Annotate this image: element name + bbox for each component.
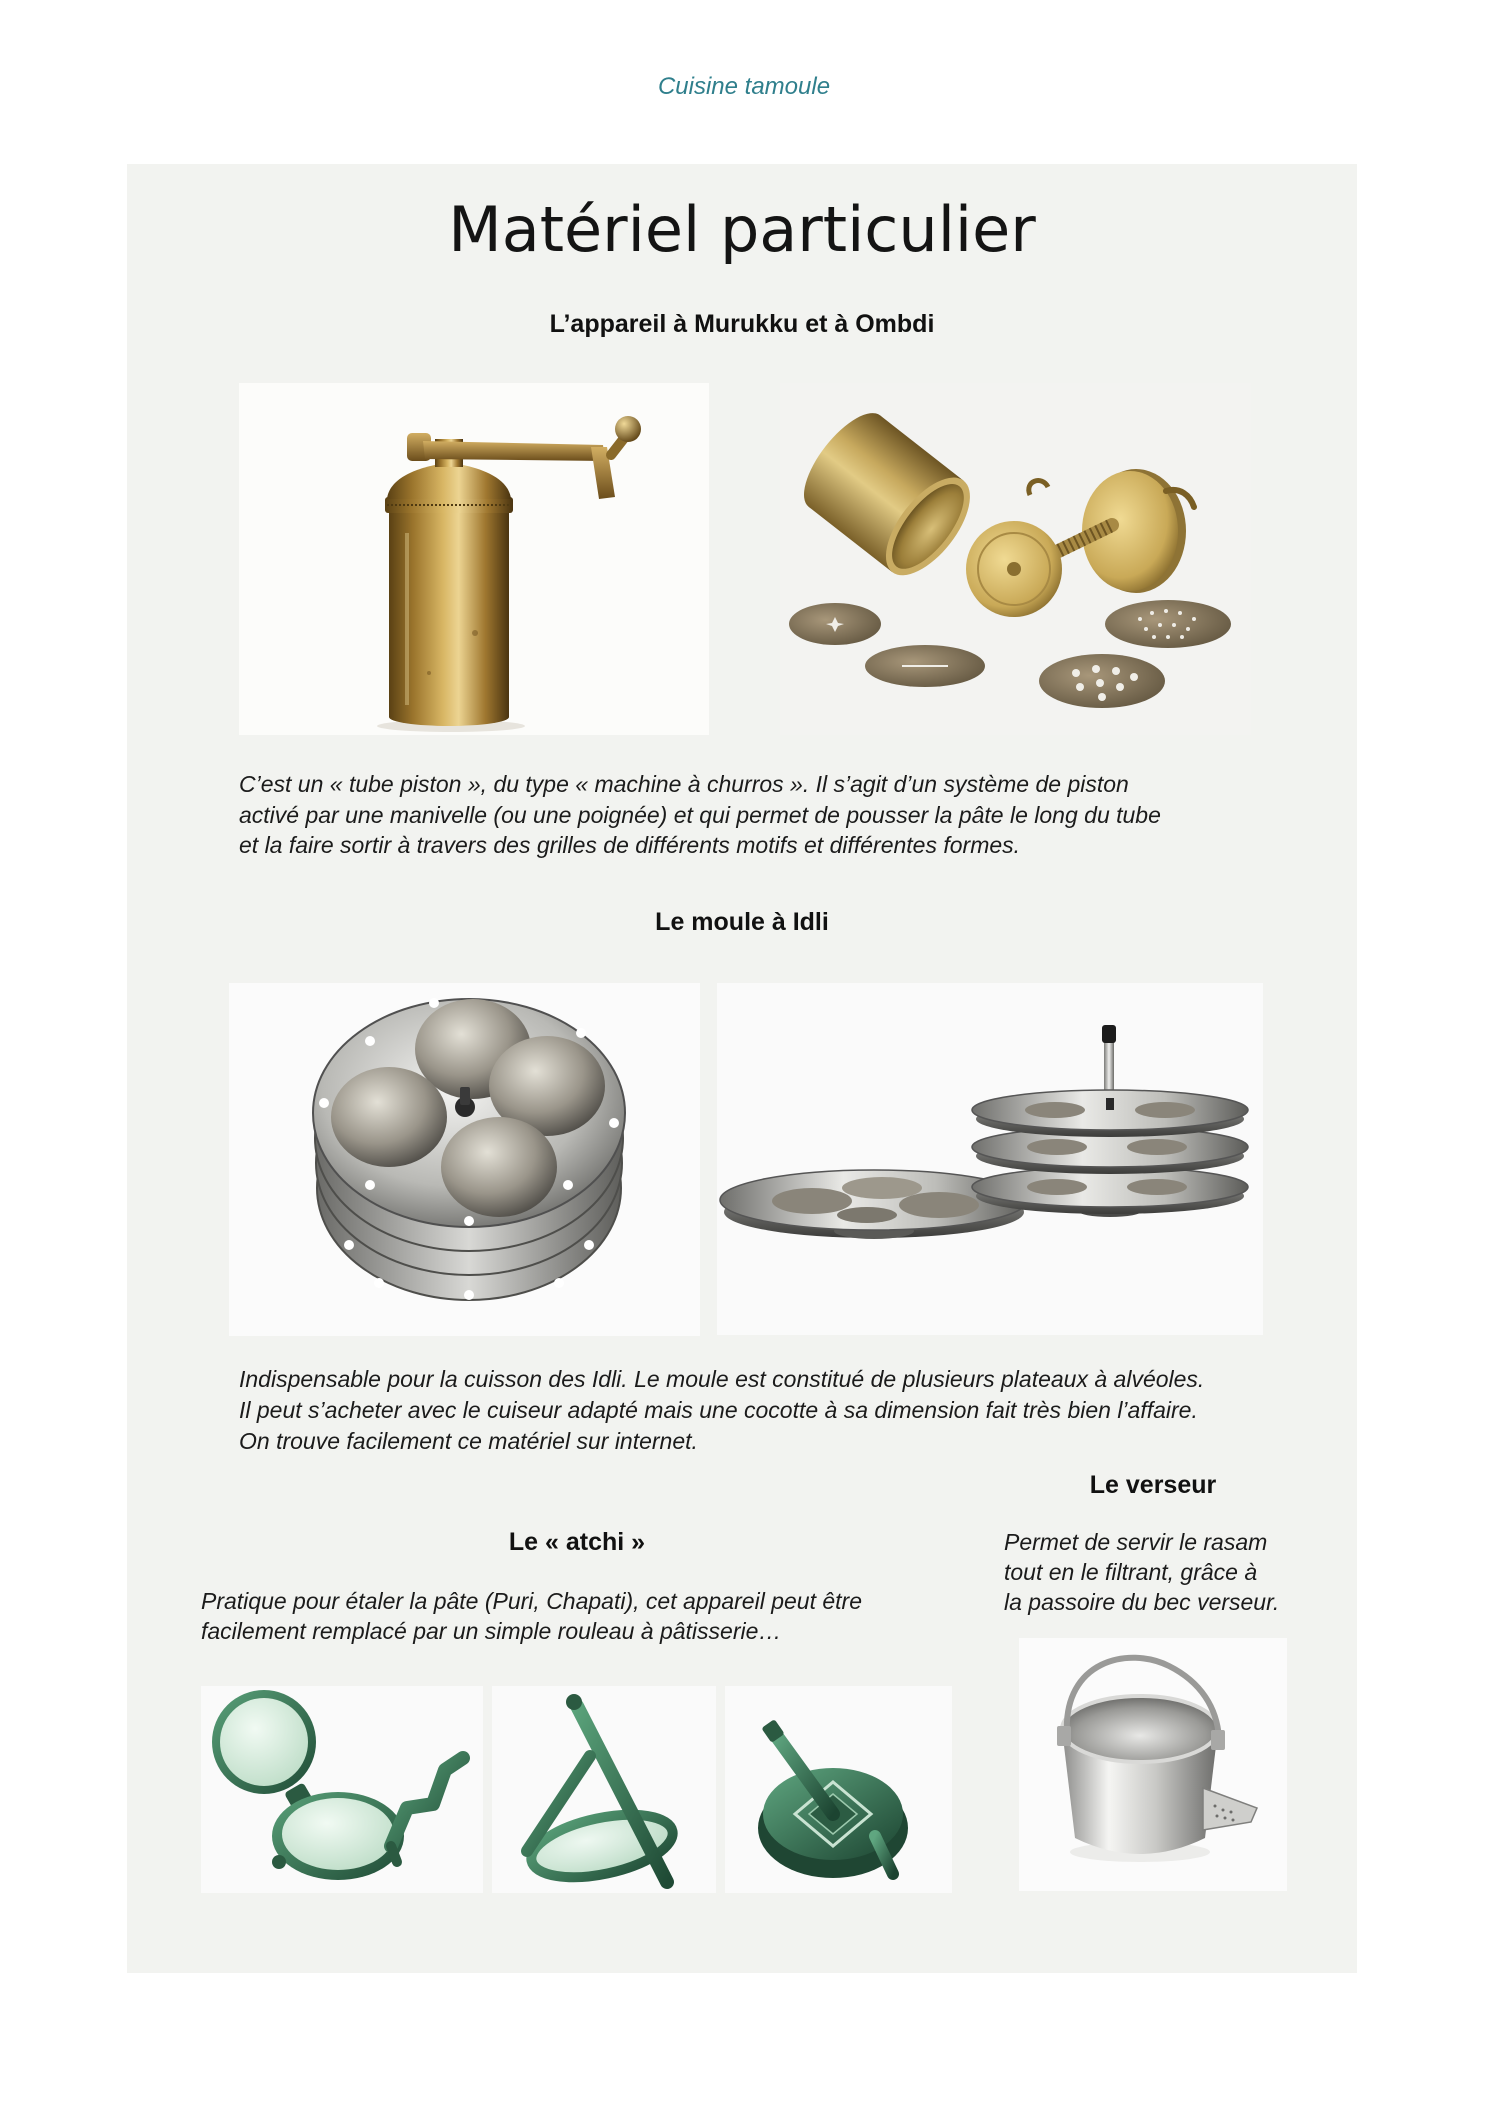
idli-plates-stack-photo xyxy=(229,983,700,1336)
atchi-closed-photo xyxy=(725,1686,952,1893)
verseur-heading: Le verseur xyxy=(1089,1471,1217,1499)
pot-body xyxy=(1062,1696,1218,1854)
description-line: activé par une manivelle (ou une poignée) et qui permet de pousser la pâte le long du tube xyxy=(239,801,1161,828)
idli-stand-photo xyxy=(717,983,1263,1335)
description-line: tout en le filtrant, grâce à xyxy=(1004,1559,1258,1585)
murukku-heading: L’appareil à Murukku et à Ombdi xyxy=(549,310,935,338)
verseur-description xyxy=(1004,1527,1279,1617)
description-line: Il peut s’acheter avec le cuiseur adapté mais une cocotte à sa dimension fait très bien l’affaire. xyxy=(239,1397,1198,1423)
atchi-heading: Le « atchi » xyxy=(508,1528,646,1556)
idli-heading: Le moule à Idli xyxy=(655,908,829,936)
description-line: Pratique pour étaler la pâte (Puri, Chapati), cet appareil peut être xyxy=(201,1588,862,1614)
description-line: On trouve facilement ce matériel sur internet. xyxy=(239,1428,698,1454)
description-line: la passoire du bec verseur. xyxy=(1004,1589,1280,1615)
description-line: et la faire sortir à travers des grilles de différents motifs et différentes formes. xyxy=(239,832,1021,858)
description-line: facilement remplacé par un simple rouleau à pâtisserie… xyxy=(201,1618,782,1644)
piston-front-disk xyxy=(966,521,1062,617)
page-title: Matériel particulier xyxy=(448,193,1036,266)
description-line: Permet de servir le rasam xyxy=(1004,1529,1268,1555)
verseur-pot-photo xyxy=(1019,1638,1287,1891)
atchi-side-photo xyxy=(492,1686,716,1893)
atchi-base xyxy=(272,1792,404,1880)
press-cylinder xyxy=(385,439,513,726)
idli-description xyxy=(239,1364,1204,1457)
murukku-press-parts-photo xyxy=(780,383,1251,735)
atchi-description xyxy=(201,1586,862,1646)
top-plate xyxy=(313,998,625,1227)
murukku-description xyxy=(239,769,1161,861)
running-title: Cuisine tamoule xyxy=(657,73,831,100)
description-line: Indispensable pour la cuisson des Idli. Le moule est constitué de plusieurs plateaux à alvéoles. xyxy=(239,1366,1205,1392)
atchi-open-photo xyxy=(201,1686,483,1893)
description-line: C’est un « tube piston », du type « machine à churros ». Il s’agit d’un système de piston xyxy=(239,771,1129,797)
murukku-press-assembled-photo xyxy=(239,383,709,735)
